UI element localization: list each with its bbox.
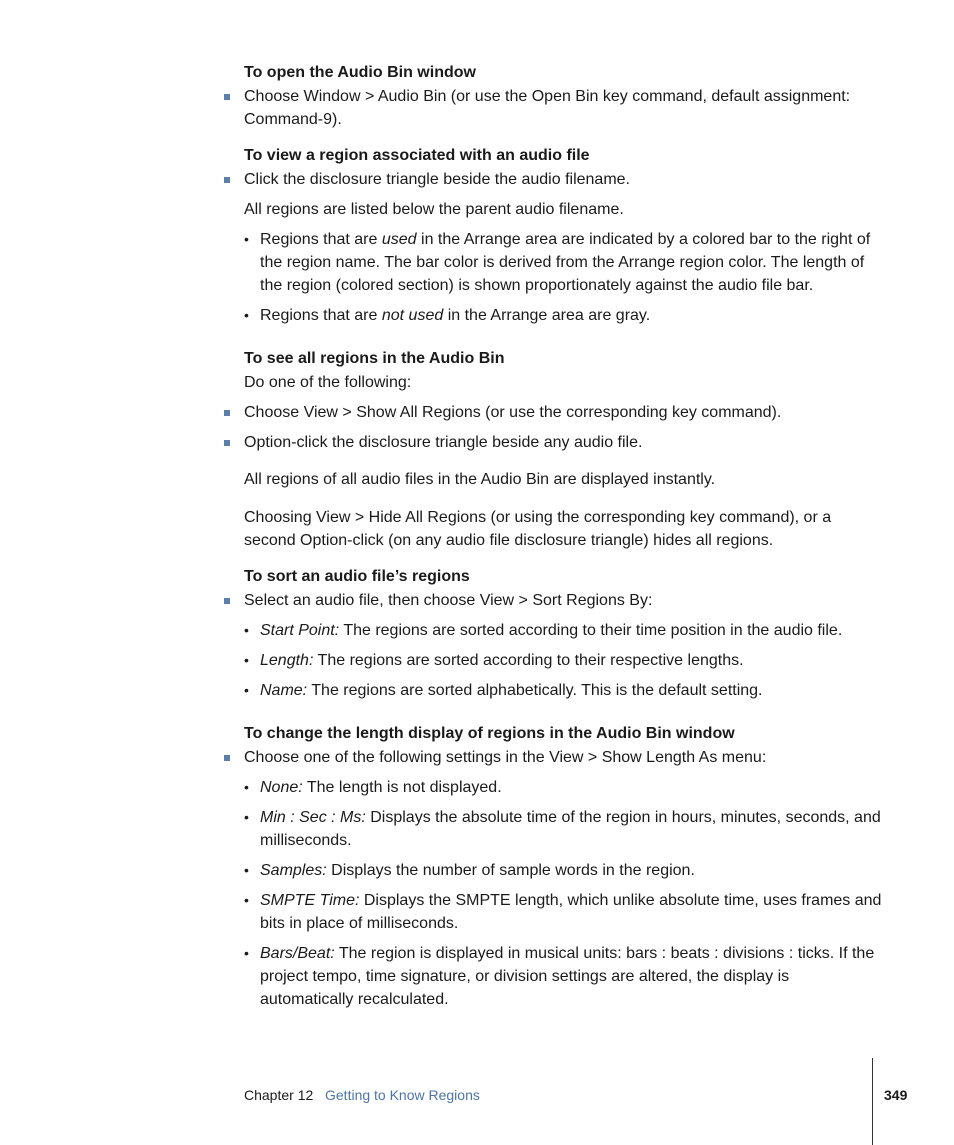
heading-open-audio-bin: To open the Audio Bin window <box>244 64 476 81</box>
sort-option-start-point <box>260 619 884 642</box>
option-description: Displays the absolute time of the region in hours, minutes, seconds, and milliseconds. <box>260 809 881 849</box>
emphasis-not-used: not used <box>381 307 444 324</box>
round-bullet-icon: • <box>244 892 249 908</box>
paragraph-regions-listed: All regions are listed below the parent audio filename. <box>244 201 624 218</box>
option-term: SMPTE Time: <box>260 892 360 909</box>
footer-divider <box>872 1058 873 1145</box>
round-bullet-icon: • <box>244 945 249 961</box>
paragraph-do-one: Do one of the following: <box>244 374 412 391</box>
round-bullet-icon: • <box>244 682 249 698</box>
bullet-text-post: in the Arrange area are gray. <box>443 307 651 324</box>
length-option-samples <box>260 859 884 882</box>
option-description: Displays the number of sample words in the region. <box>326 862 695 879</box>
round-bullet-icon: • <box>244 809 249 825</box>
heading-view-region: To view a region associated with an audio file <box>244 147 590 164</box>
heading-length-display: To change the length display of regions in the Audio Bin window <box>244 725 735 742</box>
square-bullet-icon <box>224 755 230 761</box>
heading-sort-regions: To sort an audio file’s regions <box>244 568 470 585</box>
page-number: 349 <box>884 1087 908 1103</box>
step-option-click: Option-click the disclosure triangle beside any audio file. <box>244 434 643 451</box>
bullet-text-pre: Regions that are <box>260 231 382 248</box>
option-term: Bars/Beat: <box>260 945 335 962</box>
round-bullet-icon: • <box>244 779 249 795</box>
step-show-length-as: Choose one of the following settings in the View > Show Length As menu: <box>244 749 767 766</box>
option-term: Name: <box>260 682 308 699</box>
option-description: The regions are sorted alphabetically. This is the default setting. <box>307 682 763 699</box>
round-bullet-icon: • <box>244 652 249 668</box>
sort-option-name <box>260 679 884 702</box>
option-description: Displays the SMPTE length, which unlike absolute time, uses frames and bits in place of milliseconds. <box>260 892 882 932</box>
square-bullet-icon <box>224 598 230 604</box>
step-open-audio-bin: Choose Window > Audio Bin (or use the Open Bin key command, default assignment: Command-9). <box>244 88 851 128</box>
length-option-bars-beat <box>260 942 884 1011</box>
option-term: Samples: <box>260 862 327 879</box>
option-description: The regions are sorted according to their time position in the audio file. <box>339 622 843 639</box>
bullet-regions-not-used <box>260 304 884 327</box>
heading-see-all-regions: To see all regions in the Audio Bin <box>244 350 505 367</box>
square-bullet-icon <box>224 177 230 183</box>
bullet-text-post: in the Arrange area are indicated by a colored bar to the right of the region name. The bar color is derived from the Arrange region color. The length of the region (colored section) is shown proportionately against the audio file bar. <box>260 231 871 294</box>
option-description: The length is not displayed. <box>302 779 502 796</box>
length-option-min-sec-ms <box>260 806 884 852</box>
option-description: The regions are sorted according to their respective lengths. <box>313 652 744 669</box>
option-description: The region is displayed in musical units: bars : beats : divisions : ticks. If the project tempo, time signature, or division settings are altered, the display is automatically recalculated. <box>260 945 875 1008</box>
emphasis-used: used <box>381 231 417 248</box>
round-bullet-icon: • <box>244 622 249 638</box>
paragraph-hide-all-regions: Choosing View > Hide All Regions (or using the corresponding key command), or a second Option-click (on any audio file disclosure triangle) hides all regions. <box>244 509 832 549</box>
step-click-disclosure: Click the disclosure triangle beside the audio filename. <box>244 171 630 188</box>
length-option-smpte-time <box>260 889 884 935</box>
step-sort-regions-by: Select an audio file, then choose View > Sort Regions By: <box>244 592 653 609</box>
square-bullet-icon <box>224 410 230 416</box>
step-show-all-regions: Choose View > Show All Regions (or use the corresponding key command). <box>244 404 782 421</box>
length-option-none <box>260 776 884 799</box>
option-term: None: <box>260 779 303 796</box>
round-bullet-icon: • <box>244 862 249 878</box>
footer-chapter-title-link[interactable]: Getting to Know Regions <box>325 1087 480 1103</box>
sort-option-length <box>260 649 884 672</box>
option-term: Min : Sec : Ms: <box>260 809 366 826</box>
square-bullet-icon <box>224 440 230 446</box>
bullet-regions-used <box>260 228 884 297</box>
footer-chapter-label: Chapter 12 <box>244 1087 314 1103</box>
paragraph-displayed-instantly: All regions of all audio files in the Audio Bin are displayed instantly. <box>244 471 716 488</box>
option-term: Start Point: <box>260 622 340 639</box>
round-bullet-icon: • <box>244 307 249 323</box>
square-bullet-icon <box>224 94 230 100</box>
round-bullet-icon: • <box>244 231 249 247</box>
bullet-text-pre: Regions that are <box>260 307 382 324</box>
option-term: Length: <box>260 652 314 669</box>
